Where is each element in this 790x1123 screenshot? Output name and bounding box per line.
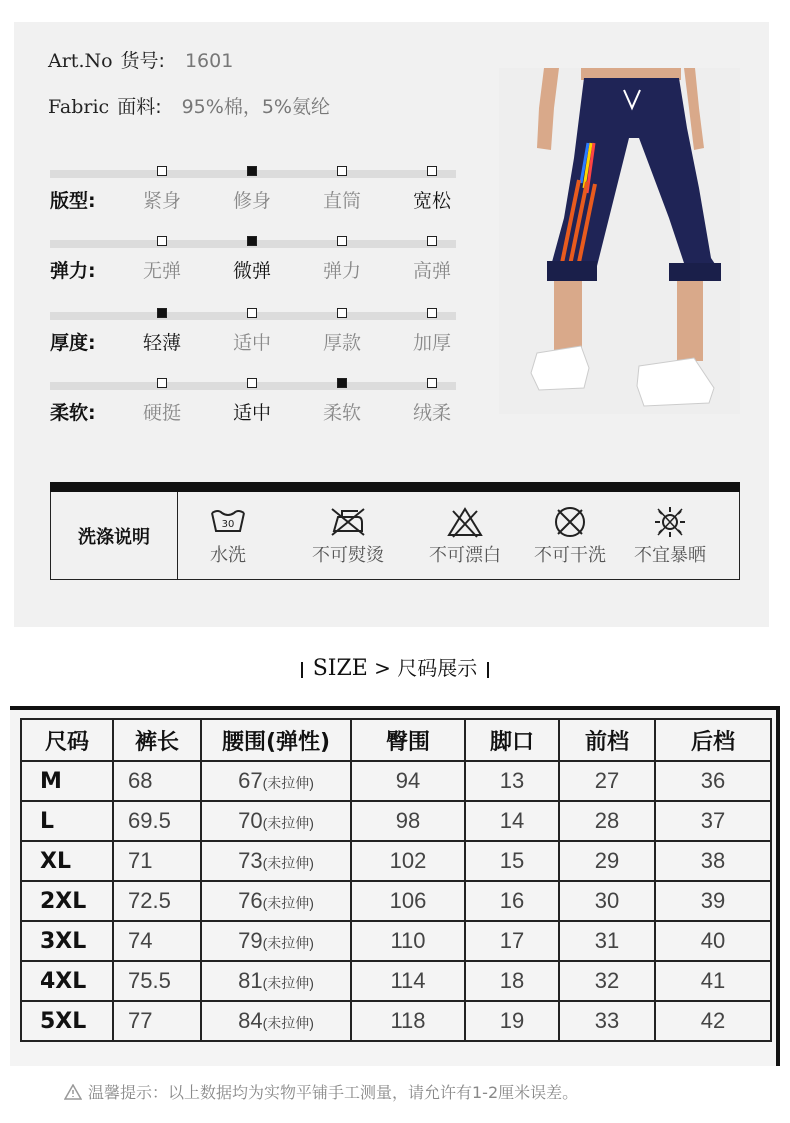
table-row (21, 881, 771, 921)
art-no-row (48, 46, 233, 73)
attribute-row (50, 164, 456, 214)
table-row (21, 761, 771, 801)
cell-back-rise: 39 (655, 881, 771, 921)
unchecked-box (427, 236, 437, 246)
unchecked-box (427, 308, 437, 318)
cell-hip: 118 (351, 1001, 465, 1041)
unchecked-box (247, 378, 257, 388)
attribute-option: 柔软 (322, 402, 361, 424)
unchecked-box (337, 166, 347, 176)
waist-value: 73 (238, 848, 263, 873)
art-no-cn-label: 货号: (120, 50, 165, 72)
pants-illustration (499, 68, 740, 414)
cell-back-rise: 42 (655, 1001, 771, 1041)
title-divider-right (487, 662, 489, 678)
art-no-value: 1601 (184, 50, 234, 72)
size-title-arrow: > (374, 656, 391, 680)
cell-hem: 13 (465, 761, 559, 801)
tip-text: 温馨提示：以上数据均为实物平铺手工测量，请允许有1-2厘米误差。 (88, 1083, 579, 1102)
cell-size: M (21, 761, 113, 801)
cell-hip: 98 (351, 801, 465, 841)
wash-title: 洗涤说明 (51, 492, 178, 580)
attribute-option: 厚款 (322, 332, 361, 354)
art-no-label: Art.No (48, 50, 113, 72)
unchecked-box (337, 236, 347, 246)
warning-icon (64, 1084, 82, 1100)
size-table-frame (10, 706, 780, 1066)
attribute-option: 宽松 (412, 190, 451, 212)
no-iron-icon (328, 505, 368, 539)
table-row (21, 841, 771, 881)
no-bleach-icon (445, 505, 485, 539)
wash-item-no-iron (293, 505, 403, 567)
cell-hem: 19 (465, 1001, 559, 1041)
cell-length: 71 (113, 841, 201, 881)
waist-cell (201, 1001, 351, 1041)
column-header: 尺码 (21, 719, 113, 761)
column-header: 前档 (559, 719, 655, 761)
waist-note: (未拉伸) (262, 975, 314, 991)
table-row (21, 801, 771, 841)
column-header: 臀围 (351, 719, 465, 761)
waist-cell (201, 801, 351, 841)
wash-item-no-bleach (410, 505, 520, 567)
cell-back-rise: 41 (655, 961, 771, 1001)
cell-front-rise: 27 (559, 761, 655, 801)
cell-hip: 102 (351, 841, 465, 881)
size-section-title (0, 652, 790, 681)
waist-value: 79 (238, 928, 263, 953)
cell-size: XL (21, 841, 113, 881)
cell-back-rise: 37 (655, 801, 771, 841)
checked-box (337, 378, 347, 388)
cell-hem: 17 (465, 921, 559, 961)
attribute-option: 适中 (232, 402, 271, 424)
attribute-option: 适中 (232, 332, 271, 354)
waist-note: (未拉伸) (262, 775, 314, 791)
cell-hem: 16 (465, 881, 559, 921)
attribute-option: 直筒 (322, 190, 361, 212)
column-header: 腰围(弹性) (201, 719, 351, 761)
attribute-option: 无弹 (142, 260, 181, 282)
waist-value: 67 (238, 768, 263, 793)
cell-hip: 110 (351, 921, 465, 961)
cell-size: 4XL (21, 961, 113, 1001)
cell-size: L (21, 801, 113, 841)
cell-length: 77 (113, 1001, 201, 1041)
column-header: 脚口 (465, 719, 559, 761)
waist-note: (未拉伸) (262, 855, 314, 871)
cell-front-rise: 28 (559, 801, 655, 841)
unchecked-box (157, 236, 167, 246)
attribute-row (50, 234, 456, 284)
wash-temp: 30 (221, 519, 235, 530)
wash-instructions (50, 482, 740, 580)
cell-length: 68 (113, 761, 201, 801)
unchecked-box (337, 308, 347, 318)
cell-hem: 18 (465, 961, 559, 1001)
cell-length: 69.5 (113, 801, 201, 841)
waist-cell (201, 761, 351, 801)
waist-cell (201, 881, 351, 921)
cell-front-rise: 32 (559, 961, 655, 1001)
size-title-en: SIZE (312, 656, 368, 681)
cell-back-rise: 36 (655, 761, 771, 801)
wash-label: 水洗 (210, 545, 246, 566)
waist-value: 70 (238, 808, 263, 833)
unchecked-box (157, 378, 167, 388)
size-table-header (21, 719, 771, 761)
table-row (21, 1001, 771, 1041)
cell-front-rise: 31 (559, 921, 655, 961)
fabric-cn-label: 面料: (117, 96, 162, 118)
cell-length: 72.5 (113, 881, 201, 921)
fabric-row (48, 92, 330, 119)
cell-hem: 15 (465, 841, 559, 881)
waist-value: 84 (238, 1008, 263, 1033)
waist-note: (未拉伸) (262, 935, 314, 951)
waist-cell (201, 841, 351, 881)
waist-note: (未拉伸) (262, 895, 314, 911)
attribute-name: 版型: (50, 190, 96, 212)
cell-size: 5XL (21, 1001, 113, 1041)
cell-front-rise: 30 (559, 881, 655, 921)
attribute-option: 加厚 (412, 332, 451, 354)
attribute-option: 硬挺 (142, 402, 181, 424)
title-divider-left (301, 662, 303, 678)
size-title-cn: 尺码展示 (397, 656, 478, 680)
attribute-option: 轻薄 (142, 332, 181, 354)
attribute-option: 紧身 (142, 190, 181, 212)
no-bleach-label: 不可漂白 (429, 545, 501, 566)
checked-box (247, 236, 257, 246)
waist-value: 81 (238, 968, 263, 993)
cell-length: 74 (113, 921, 201, 961)
cell-back-rise: 38 (655, 841, 771, 881)
unchecked-box (427, 166, 437, 176)
waist-note: (未拉伸) (262, 1015, 314, 1031)
attribute-option: 修身 (232, 190, 271, 212)
wash-item-machine (173, 505, 283, 567)
unchecked-box (247, 308, 257, 318)
no-sun-icon (650, 505, 690, 539)
cell-size: 3XL (21, 921, 113, 961)
attribute-option: 微弹 (232, 260, 271, 282)
size-table (20, 718, 772, 1042)
cell-hip: 106 (351, 881, 465, 921)
attribute-row (50, 306, 456, 356)
checked-box (247, 166, 257, 176)
waist-cell (201, 921, 351, 961)
wash-30-icon (208, 505, 248, 539)
waist-note: (未拉伸) (262, 815, 314, 831)
wash-item-no-sun (615, 505, 725, 567)
cell-hip: 114 (351, 961, 465, 1001)
wash-item-no-dry-clean (515, 505, 625, 567)
column-header: 裤长 (113, 719, 201, 761)
checked-box (157, 308, 167, 318)
waist-cell (201, 961, 351, 1001)
waist-value: 76 (238, 888, 263, 913)
no-dry-clean-label: 不可干洗 (534, 545, 606, 566)
cell-hem: 14 (465, 801, 559, 841)
attribute-name: 厚度: (50, 332, 96, 354)
cell-size: 2XL (21, 881, 113, 921)
table-row (21, 961, 771, 1001)
unchecked-box (157, 166, 167, 176)
no-dry-clean-icon (550, 505, 590, 539)
attribute-option: 弹力 (322, 260, 361, 282)
no-sun-label: 不宜暴晒 (634, 545, 706, 566)
product-photo (499, 68, 740, 414)
attribute-row (50, 376, 456, 426)
fabric-label: Fabric (48, 96, 110, 118)
cell-hip: 94 (351, 761, 465, 801)
attribute-option: 绒柔 (412, 402, 451, 424)
attribute-name: 柔软: (50, 402, 96, 424)
no-iron-label: 不可熨烫 (312, 545, 384, 566)
unchecked-box (427, 378, 437, 388)
column-header: 后档 (655, 719, 771, 761)
measurement-tip (64, 1080, 578, 1103)
attribute-option: 高弹 (412, 260, 451, 282)
cell-front-rise: 29 (559, 841, 655, 881)
cell-back-rise: 40 (655, 921, 771, 961)
attribute-name: 弹力: (50, 260, 96, 282)
fabric-value: 95%棉，5%氨纶 (181, 96, 330, 118)
table-row (21, 921, 771, 961)
wash-top-bar (50, 482, 740, 492)
cell-front-rise: 33 (559, 1001, 655, 1041)
cell-length: 75.5 (113, 961, 201, 1001)
